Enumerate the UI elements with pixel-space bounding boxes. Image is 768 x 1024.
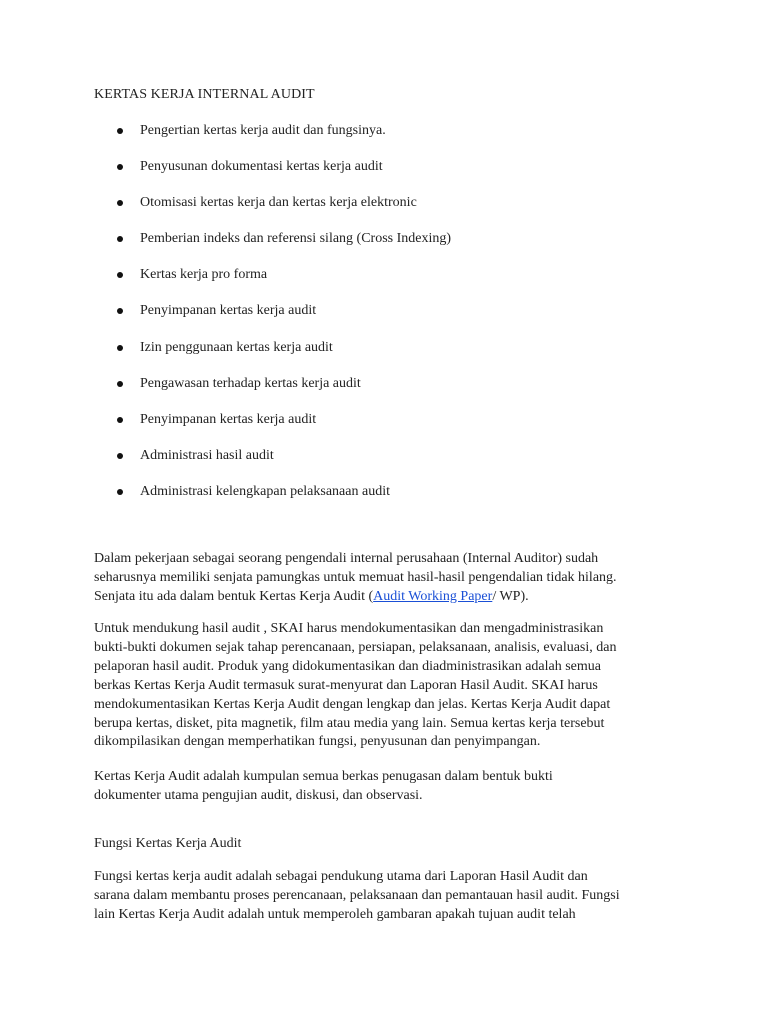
paragraph-line: berupa kertas, disket, pita magnetik, film atau media yang lain. Semua kertas kerja tersebut [94,715,605,731]
paragraph-line: lain Kertas Kerja Audit adalah untuk memperoleh gambaran apakah tujuan audit telah [94,906,576,922]
list-item: Administrasi hasil audit [94,446,451,482]
intro-paragraph [94,550,684,607]
list-item: Kertas kerja pro forma [94,265,451,301]
paragraph-line: sarana dalam membantu proses perencanaan, pelaksanaan dan pemantauan hasil audit. Fungsi [94,887,620,903]
paragraph-line: Untuk mendukung hasil audit , SKAI harus mendokumentasikan dan mengadministrasikan [94,621,604,636]
document-title: KERTAS KERJA INTERNAL AUDIT [94,87,315,102]
paragraph-line: Fungsi kertas kerja audit adalah sebagai pendukung utama dari Laporan Hasil Audit dan [94,869,588,884]
paragraph-line: bukti-bukti dokumen sejak tahap perencanaan, persiapan, pelaksanaan, analisis, evaluasi, dan [94,639,617,655]
list-item: Otomisasi kertas kerja dan kertas kerja elektronic [94,193,451,229]
list-item: Pengertian kertas kerja audit dan fungsinya. [94,121,451,157]
paragraph-line: Dalam pekerjaan sebagai seorang pengendali internal perusahaan (Internal Auditor) sudah [94,551,599,566]
paragraph-line: pelaporan hasil audit. Produk yang didokumentasikan dan diadministrasikan adalah semua [94,658,601,674]
list-item: Penyimpanan kertas kerja audit [94,410,451,446]
paragraph-text: Senjata itu ada dalam bentuk Kertas Kerja Audit ( [94,588,374,604]
documentation-paragraph [94,620,684,752]
section-heading: Fungsi Kertas Kerja Audit [94,836,242,851]
list-item: Penyimpanan kertas kerja audit [94,301,451,337]
paragraph-line [94,588,684,607]
function-paragraph [94,868,684,925]
list-item: Pemberian indeks dan referensi silang (Cross Indexing) [94,229,451,265]
audit-working-paper-link[interactable]: Audit Working Paper [373,588,493,604]
paragraph-line: berkas Kertas Kerja Audit termasuk surat-menyurat dan Laporan Hasil Audit. SKAI harus [94,677,598,693]
paragraph-line: dokumenter utama pengujian audit, diskusi, dan observasi. [94,787,423,803]
list-item: Penyusunan dokumentasi kertas kerja audit [94,157,451,193]
paragraph-line: mendokumentasikan Kertas Kerja Audit dengan lengkap dan jelas. Kertas Kerja Audit dapat [94,696,611,712]
list-item: Administrasi kelengkapan pelaksanaan audit [94,482,451,518]
list-item: Pengawasan terhadap kertas kerja audit [94,374,451,410]
topic-list [94,121,451,518]
paragraph-text: / WP). [492,588,529,604]
paragraph-line: seharusnya memiliki senjata pamungkas untuk memuat hasil-hasil pengendalian tidak hilang. [94,569,617,585]
list-item: Izin penggunaan kertas kerja audit [94,338,451,374]
paragraph-line: dikompilasikan dengan memperhatikan fungsi, penyusunan dan penyimpangan. [94,734,541,750]
paragraph-line: Kertas Kerja Audit adalah kumpulan semua berkas penugasan dalam bentuk bukti [94,769,553,784]
definition-paragraph [94,768,684,806]
